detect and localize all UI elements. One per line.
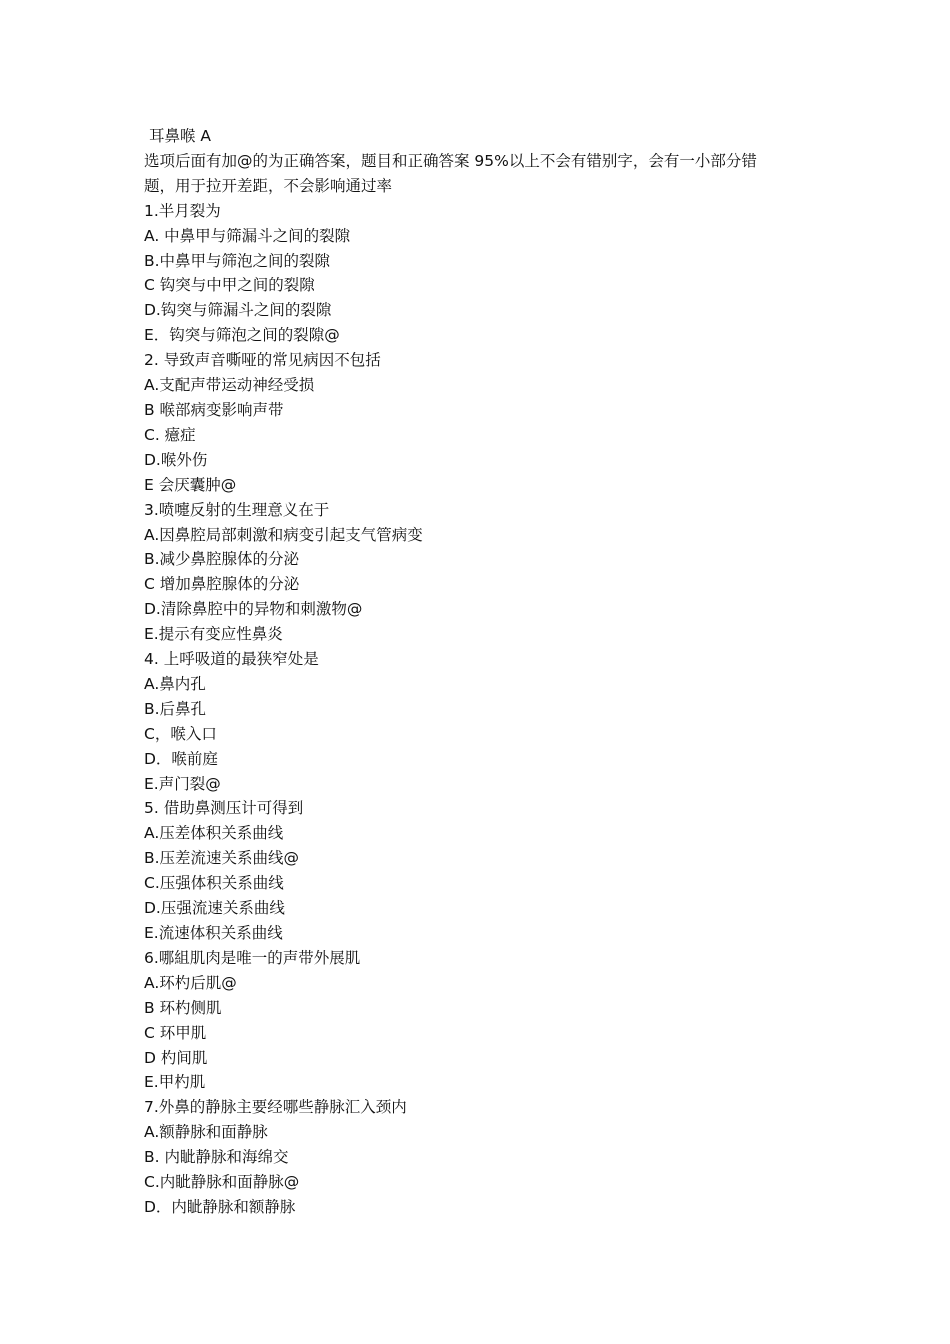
intro-line: 选项后面有加@的为正确答案，题目和正确答案 95%以上不会有错别字，会有一小部分错 [144,151,757,170]
intro-line: 题，用于拉开差距，不会影响通过率 [144,176,393,195]
answer-option: A.额静脉和面静脉 [144,1123,268,1142]
answer-option: D．喉前庭 [144,749,218,768]
answer-option: B 环杓侧肌 [144,998,222,1017]
answer-option: C 环甲肌 [144,1023,207,1042]
question-text: 5. 借助鼻测压计可得到 [144,799,304,818]
question-text: 6.哪組肌肉是唯一的声带外展肌 [144,948,361,967]
answer-option: A.环杓后肌@ [144,973,237,992]
answer-option: E 会厌囊肿@ [144,475,237,494]
question-list [144,199,824,1220]
answer-option: C.内眦静脉和面静脉@ [144,1173,300,1192]
question-text: 1.半月裂为 [144,201,221,220]
answer-option: E.提示有变应性鼻炎 [144,625,283,644]
answer-option: B.压差流速关系曲线@ [144,849,300,868]
answer-option: D.钩突与筛漏斗之间的裂隙 [144,301,332,320]
answer-option: E.声门裂@ [144,774,221,793]
answer-option: D.清除鼻腔中的异物和刺激物@ [144,600,363,619]
answer-option: A.压差体积关系曲线 [144,824,284,843]
answer-option: B.后鼻孔 [144,699,207,718]
answer-option: B.中鼻甲与筛泡之间的裂隙 [144,251,331,270]
answer-option: B. 内眦静脉和海绵交 [144,1148,289,1167]
question-text: 2. 导致声音嘶哑的常见病因不包括 [144,351,381,370]
answer-option: D.压强流速关系曲线 [144,899,285,918]
answer-option: D．内眦静脉和额静脉 [144,1197,296,1216]
document-body [144,124,824,1220]
question-text: 4. 上呼吸道的最狭窄处是 [144,650,319,669]
answer-option: A.因鼻腔局部刺激和病变引起支气管病变 [144,525,423,544]
answer-option: D 杓间肌 [144,1048,208,1067]
answer-option: B.减少鼻腔腺体的分泌 [144,550,300,569]
answer-option: A. 中鼻甲与筛漏斗之间的裂隙 [144,226,351,245]
question-text: 3.喷嚏反射的生理意义在于 [144,500,330,519]
answer-option: A.支配声带运动神经受损 [144,376,315,395]
answer-option: C 增加鼻腔腺体的分泌 [144,575,300,594]
answer-option: E．钩突与筛泡之间的裂隙@ [144,326,340,345]
answer-option: C 钩突与中甲之间的裂隙 [144,276,315,295]
question-text: 7.外鼻的静脉主要经哪些静脉汇入颈内 [144,1098,407,1117]
document-title: 耳鼻喉 A [149,127,212,145]
answer-option: C，喉入口 [144,724,217,743]
answer-option: C.压强体积关系曲线 [144,874,284,893]
answer-option: C. 癔症 [144,425,196,444]
answer-option: A.鼻内孔 [144,674,206,693]
answer-option: E.流速体积关系曲线 [144,924,283,942]
answer-option: B 喉部病变影响声带 [144,400,284,419]
answer-option: D.喉外伤 [144,450,208,469]
answer-option: E.甲杓肌 [144,1073,206,1092]
